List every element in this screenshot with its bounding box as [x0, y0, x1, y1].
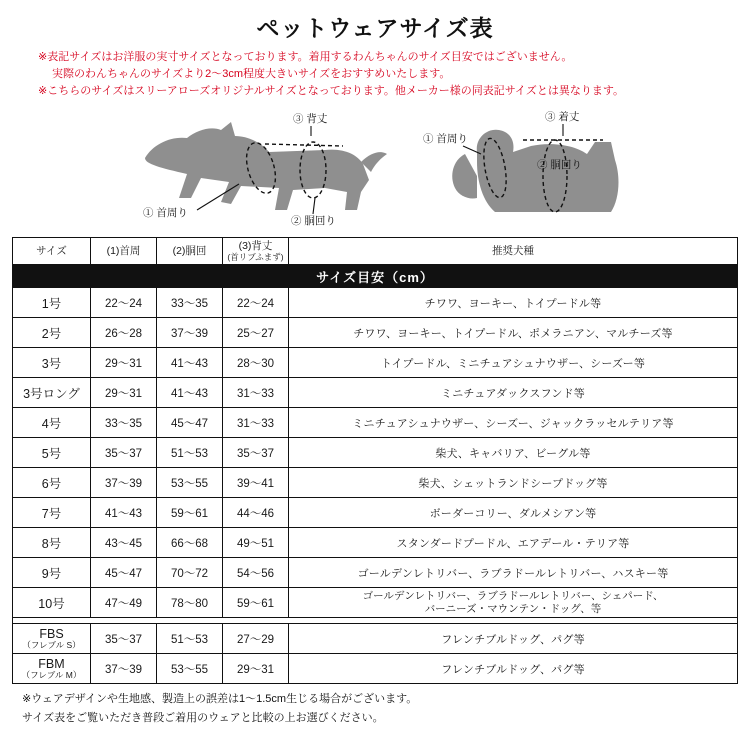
cell-back: 31〜33: [223, 408, 289, 438]
cell-size: FBS （フレブル S）: [13, 624, 91, 654]
cell-breed: ゴールデンレトリバー、ラブラドールレトリバー、シェパード、 バーニーズ・マウンテン・ドッグ、等: [289, 588, 738, 618]
cell-neck: 43〜45: [91, 528, 157, 558]
cell-breed: 柴犬、キャバリア、ビーグル等: [289, 438, 738, 468]
cell-breed: チワワ、ヨーキー、トイプードル等: [289, 288, 738, 318]
dog-label-back: ③ 背丈: [293, 113, 328, 126]
cell-size: 6号: [13, 468, 91, 498]
cell-size-sub: （フレブル M）: [21, 669, 82, 680]
cell-neck: 37〜39: [91, 654, 157, 684]
cell-back: 27〜29: [223, 624, 289, 654]
cell-size: 3号ロング: [13, 378, 91, 408]
table-row: [13, 468, 738, 498]
cell-breed: ミニチュアダックスフンド等: [289, 378, 738, 408]
cell-neck: 37〜39: [91, 468, 157, 498]
cell-neck: 45〜47: [91, 558, 157, 588]
cell-size: 5号: [13, 438, 91, 468]
garment-label-neck: ① 首周り: [423, 133, 468, 146]
cell-neck: 35〜37: [91, 438, 157, 468]
cell-body: 53〜55: [157, 468, 223, 498]
cell-back: 25〜27: [223, 318, 289, 348]
cell-neck: 33〜35: [91, 408, 157, 438]
table-row: [13, 288, 738, 318]
cell-size: 1号: [13, 288, 91, 318]
dog-illustration: [145, 122, 387, 210]
cell-neck: 35〜37: [91, 624, 157, 654]
cell-size: 8号: [13, 528, 91, 558]
cell-back: 59〜61: [223, 588, 289, 618]
cell-body: 41〜43: [157, 348, 223, 378]
table-row: [13, 408, 738, 438]
measurement-diagram: [12, 106, 738, 231]
header-body: (2)胴回: [157, 238, 223, 265]
table-band-label: サイズ目安（cm）: [13, 265, 738, 288]
footer-line-1: ※ウェアデザインや生地感、製造上の誤差は1〜1.5cm生じる場合がございます。: [22, 693, 418, 706]
cell-breed: トイプードル、ミニチュアシュナウザー、シーズー等: [289, 348, 738, 378]
header-back: [223, 238, 289, 265]
cell-back: 54〜56: [223, 558, 289, 588]
cell-back: 49〜51: [223, 528, 289, 558]
notice-block: [12, 49, 738, 104]
cell-back: 28〜30: [223, 348, 289, 378]
cell-back: 39〜41: [223, 468, 289, 498]
cell-back: 22〜24: [223, 288, 289, 318]
garment-label-body: ② 胴回り: [537, 159, 582, 172]
cell-neck: 22〜24: [91, 288, 157, 318]
table-body-frenchbulldog: [13, 624, 738, 684]
cell-neck: 47〜49: [91, 588, 157, 618]
cell-breed: ミニチュアシュナウザー、シーズー、ジャックラッセルテリア等: [289, 408, 738, 438]
table-band-row: [13, 265, 738, 288]
table-header-row: [13, 238, 738, 265]
table-row: [13, 348, 738, 378]
page-title: ペットウェアサイズ表: [256, 15, 494, 41]
cell-body: 53〜55: [157, 654, 223, 684]
dog-label-neck: ① 首周り: [143, 207, 188, 220]
header-size: サイズ: [13, 238, 91, 265]
cell-neck: 26〜28: [91, 318, 157, 348]
header-back-sub: (首リブふまず): [227, 251, 284, 262]
cell-breed: フレンチブルドッグ、パグ等: [289, 654, 738, 684]
cell-body: 78〜80: [157, 588, 223, 618]
cell-breed: フレンチブルドッグ、パグ等: [289, 624, 738, 654]
footer-notes: [12, 684, 738, 727]
garment-label-length: ③ 着丈: [545, 111, 580, 124]
dog-label-body: ② 胴回り: [291, 215, 336, 228]
table-row: [13, 624, 738, 654]
notice-line-3: ※こちらのサイズはスリーアローズオリジナルサイズとなっております。他メーカー様の同表記サイズとは異なります。: [38, 85, 624, 98]
cell-body: 51〜53: [157, 624, 223, 654]
cell-size: 3号: [13, 348, 91, 378]
cell-body: 41〜43: [157, 378, 223, 408]
cell-breed: ボーダーコリー、ダルメシアン等: [289, 498, 738, 528]
table-row: [13, 378, 738, 408]
cell-size-sub: （フレブル S）: [22, 639, 81, 650]
table-row: [13, 438, 738, 468]
cell-back: 31〜33: [223, 378, 289, 408]
cell-breed: スタンダードプードル、エアデール・テリア等: [289, 528, 738, 558]
cell-size: 2号: [13, 318, 91, 348]
cell-body: 33〜35: [157, 288, 223, 318]
cell-breed: 柴犬、シェットランドシープドッグ等: [289, 468, 738, 498]
cell-breed: チワワ、ヨーキー、トイプードル、ポメラニアン、マルチーズ等: [289, 318, 738, 348]
cell-body: 59〜61: [157, 498, 223, 528]
table-head: [13, 238, 738, 265]
table-row: [13, 588, 738, 618]
cell-size: 10号: [13, 588, 91, 618]
table-row: [13, 498, 738, 528]
table-body-main: [13, 288, 738, 618]
cell-body: 45〜47: [157, 408, 223, 438]
cell-back: 29〜31: [223, 654, 289, 684]
table-row: [13, 528, 738, 558]
header-breed: 推奨犬種: [289, 238, 738, 265]
table-row: [13, 654, 738, 684]
diagram-svg: [25, 106, 725, 231]
cell-body: 66〜68: [157, 528, 223, 558]
cell-size: 9号: [13, 558, 91, 588]
cell-back: 44〜46: [223, 498, 289, 528]
garment-illustration: [452, 130, 618, 212]
size-table: [12, 237, 738, 684]
header-back-main: (3)背丈: [238, 240, 273, 253]
cell-neck: 29〜31: [91, 348, 157, 378]
header-neck: (1)首周: [91, 238, 157, 265]
cell-size: FBM （フレブル M）: [13, 654, 91, 684]
cell-body: 51〜53: [157, 438, 223, 468]
cell-breed: ゴールデンレトリバー、ラブラドールレトリバー、ハスキー等: [289, 558, 738, 588]
cell-size: 7号: [13, 498, 91, 528]
cell-body: 37〜39: [157, 318, 223, 348]
footer-line-2: サイズ表をご覧いただき普段ご着用のウェアと比較の上お選びください。: [22, 711, 384, 724]
cell-body: 70〜72: [157, 558, 223, 588]
table-row: [13, 318, 738, 348]
table-row: [13, 558, 738, 588]
cell-neck: 41〜43: [91, 498, 157, 528]
cell-neck: 29〜31: [91, 378, 157, 408]
notice-line-1: ※表記サイズはお洋服の実寸サイズとなっております。着用するわんちゃんのサイズ目安ではございません。: [38, 51, 573, 63]
cell-size: 4号: [13, 408, 91, 438]
cell-back: 35〜37: [223, 438, 289, 468]
notice-line-2: 実際のわんちゃんのサイズより2〜3cm程度大きいサイズをおすすめいたします。: [52, 68, 451, 81]
